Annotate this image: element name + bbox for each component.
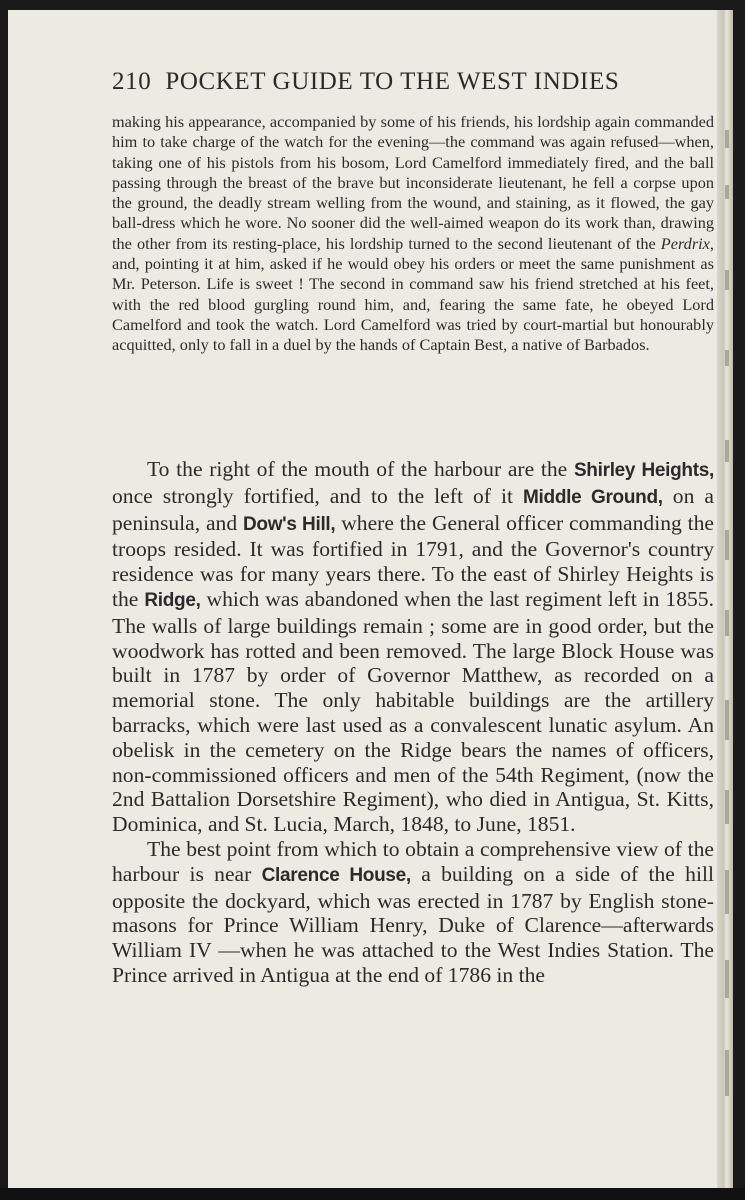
text: which was abandoned when the last regiment left in 1855. The walls of large buildings remain ; some are in good order, but the woodwork has rotted and been removed. The large Block House was built in 1787 by order of Governor Matthew, as recorded on a memorial stone. The only habitable buildings are the artillery barracks, which were last used as a convalescent lunatic asylum. An obelisk in the cemetery on the Ridge bears the names of officers, non-commissioned officers and men of the 54th Regiment, (now the 2nd Battalion Dorsetshire Regiment), who died in Antigua, St. Kitts, Dominica, and St. Lucia, March, 1848, to June, 1851. bbox=[112, 586, 714, 837]
running-header bbox=[112, 68, 702, 96]
text: on a peninsula, and bbox=[112, 483, 714, 535]
place-clarence-house: Clarence House, bbox=[261, 864, 411, 886]
ship-name: Perdrix bbox=[660, 233, 710, 253]
body-text bbox=[112, 457, 714, 988]
place-ridge: Ridge, bbox=[144, 589, 201, 611]
paragraph-clarence-house bbox=[112, 837, 714, 988]
scan-border bbox=[0, 1188, 745, 1200]
place-middle-ground: Middle Ground, bbox=[523, 486, 663, 508]
quoted-passage bbox=[112, 112, 714, 356]
place-dows-hill: Dow's Hill, bbox=[242, 513, 336, 535]
text: a building on a side of the hill opposite the dockyard, which was erected in 1787 by English stone-masons for Prince William Henry, Duke of Clarence—afterwards William IV —when he was attached to the West Indies Station. The Prince arrived in Antigua at the end of 1786 in the bbox=[112, 861, 714, 987]
paragraph-shirley-heights bbox=[112, 457, 714, 837]
quoted-text-part-1: making his appearance, accompanied by some of his friends, his lordship again commanded him to take charge of the watch for the evening—the command was again refused—when, taking one of his pistols from his bosom, Lord Camelford immediately fired, and the ball passing through the breast of the brave but inconsiderate lieutenant, he fell a corpse upon the ground, the deadly stream welling from the wound, and staining, as it flowed, the gay ball-dress which he wore. No sooner did the well-aimed weapon do its work than, drawing the other from its resting-place, his lordship turned to the second lieutenant of the bbox=[112, 112, 714, 253]
book-title: POCKET GUIDE TO THE WEST INDIES bbox=[165, 68, 620, 95]
text: To the right of the mouth of the harbour are the bbox=[147, 457, 574, 481]
quoted-text-part-2: , and, pointing it at him, asked if he would obey his orders or meet the same punishment as Mr. Peterson. Life is sweet ! The second in command saw his friend stretched at his feet, with the red blood gurgling round him, and, fearing the same fate, he obeyed Lord Camelford and took the watch. Lord Camelford was tried by court-martial but honourably acquitted, only to fall in a duel by the hands of Captain Best, a native of Barbados. bbox=[112, 233, 714, 355]
text: The best point from which to obtain a comprehensive view of the harbour is near bbox=[112, 836, 714, 886]
place-shirley-heights: Shirley Heights, bbox=[573, 460, 715, 481]
text: where the General officer commanding the troops resided. It was fortified in 1791, and the Governor's country residence was for many years there. To the east of Shirley Heights is the bbox=[112, 510, 714, 611]
page-edge bbox=[717, 10, 733, 1188]
text: once strongly fortified, and to the left of it bbox=[112, 483, 524, 508]
page-number: 210 bbox=[112, 68, 152, 95]
